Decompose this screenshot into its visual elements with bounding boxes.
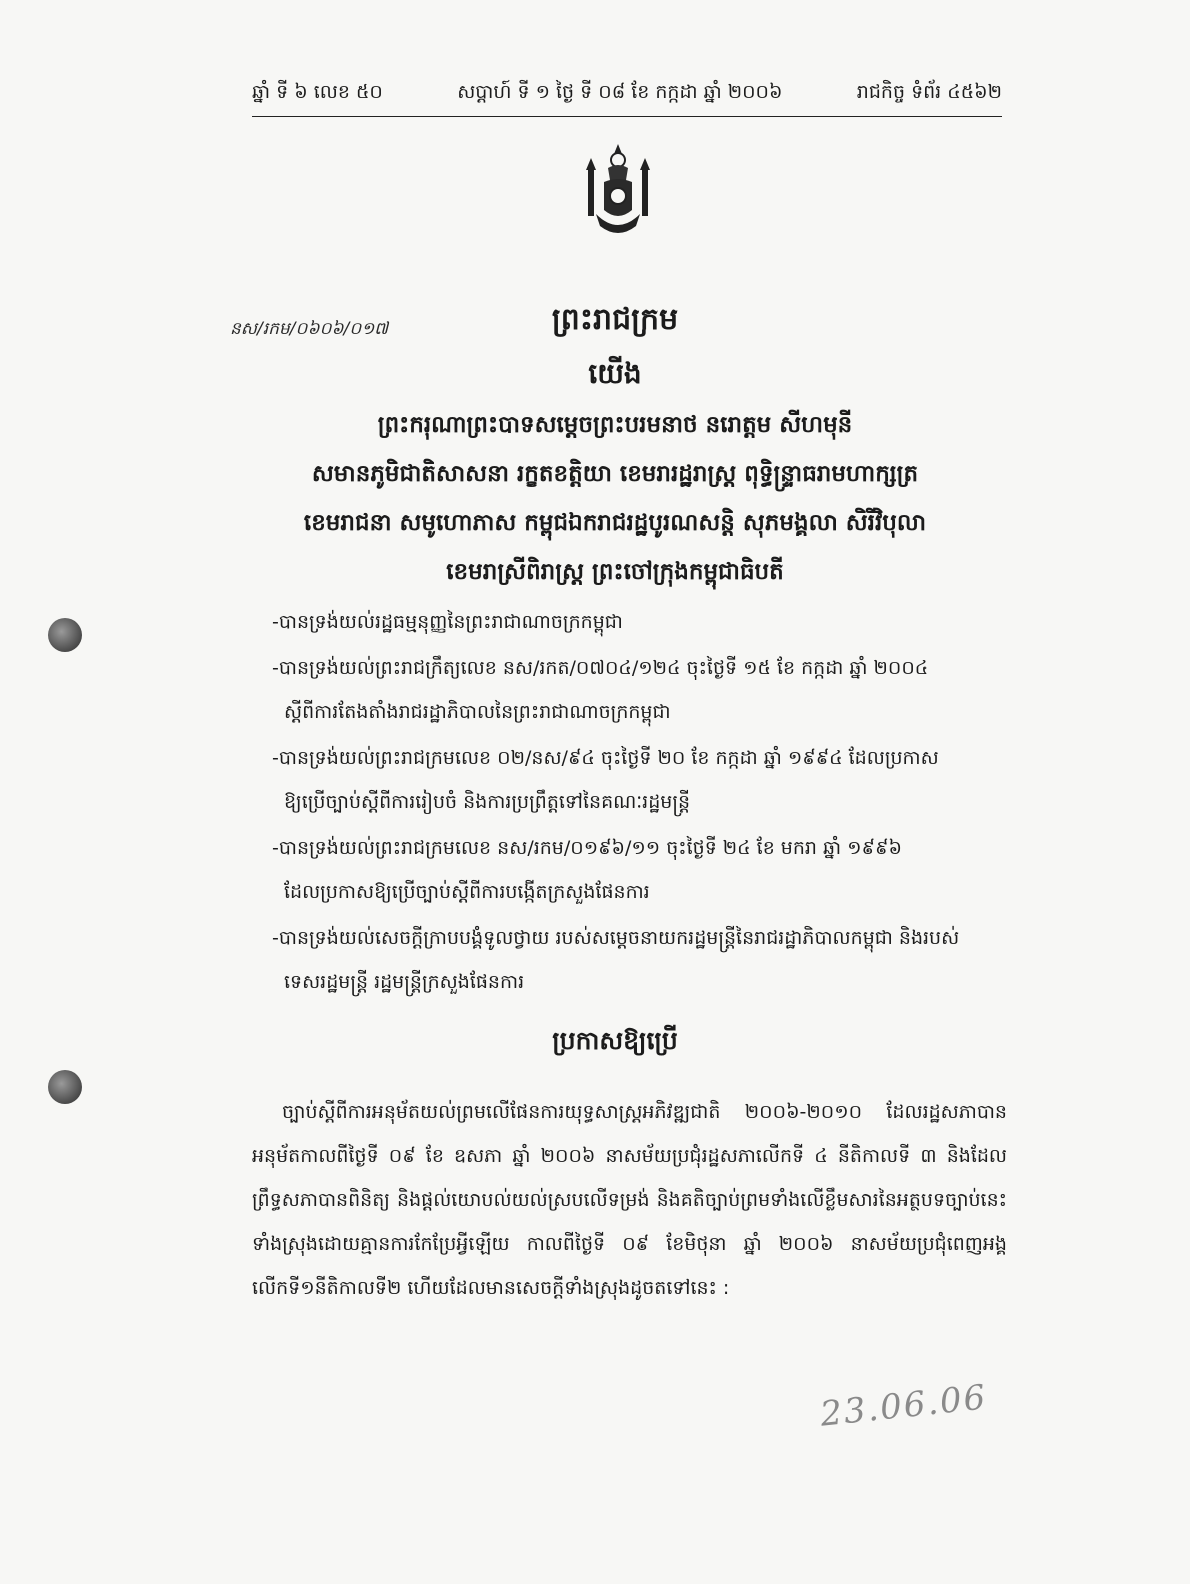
reference-line: -បានទ្រង់យល់ព្រះរាជក្រមលេខ នស/រកម/០១៩៦/១១ ចុះថ្ងៃទី ២៤ ខែ មករា ឆ្នាំ ១៩៩៦ [272,837,902,859]
royal-title-line: សមានភូមិជាតិសាសនា រក្ខតខត្តិយា ខេមរារដ្ឋរាស្ត្រ ពុទ្ធិន្ទ្រាធរាមហាក្សត្រ [311,460,919,487]
reference-item [272,646,1007,734]
punch-hole [48,618,82,652]
body-paragraph [252,1090,1007,1310]
reference-continuation: ស្តីពីការតែងតាំងរាជរដ្ឋាភិបាលនៃព្រះរាជាណាចក្រកម្ពុជា [284,701,671,723]
reference-line: -បានទ្រង់យល់ព្រះរាជក្រឹត្យលេខ នស/រកត/០៧០៤/១២៤ ចុះថ្ងៃទី ១៥ ខែ កក្កដា ឆ្នាំ ២០០៤ [272,657,929,679]
royal-emblem-icon [578,140,658,240]
punch-hole [48,1070,82,1104]
promulgation-heading: ប្រកាសឱ្យប្រើ [552,1026,678,1055]
document-title: ព្រះរាជក្រម [551,302,679,337]
reference-line: -បានទ្រង់យល់រដ្ឋធម្មនុញ្ញនៃព្រះរាជាណាចក្រកម្ពុជា [272,611,623,633]
handwritten-date: 23.06.06 [818,1377,990,1435]
reference-line: -បានទ្រង់យល់សេចក្តីក្រាបបង្គំទូលថ្វាយ របស់សម្តេចនាយករដ្ឋមន្ត្រីនៃរាជរដ្ឋាភិបាលកម្ពុជា និងរបស់ [272,927,960,949]
reference-item [272,916,1007,1004]
royal-title-line: ខេមរាស្រីពិរាស្ត្រ ព្រះចៅក្រុងកម្ពុជាធិបតី [446,558,784,585]
document-subject: យើង [588,357,642,390]
reference-item [272,600,1007,644]
reference-line: -បានទ្រង់យល់ព្រះរាជក្រមលេខ ០២/នស/៩៤ ចុះថ្ងៃទី ២០ ខែ កក្កដា ឆ្នាំ ១៩៩៤ ដែលប្រកាស [272,747,939,769]
page-number: រាជកិច្ច ទំព័រ ៤៥៦២ [856,81,1002,103]
body-paragraph-text: ច្បាប់ស្តីពីការអនុម័តយល់ព្រមលើផែនការយុទ្ធសាស្ត្រអភិវឌ្ឍជាតិ ២០០៦-២០១០ ដែលរដ្ឋសភាបានអនុម័តកាលពីថ្ងៃទី ០៩ ខែ ឧសភា ឆ្នាំ ២០០៦ នាសម័យប្រជុំរដ្ឋសភាលើកទី ៤ នីតិកាលទី ៣ និងដែលព្រឹទ្ធសភាបានពិនិត្យ និងផ្តល់យោបល់យល់ស្របលើទម្រង់ និងគតិច្បាប់ព្រមទាំងលើខ្លឹមសារនៃអត្ថបទច្បាប់នេះទាំងស្រុងដោយគ្មានការកែប្រែអ្វីឡើយ កាលពីថ្ងៃទី ០៩ ខែមិថុនា ឆ្នាំ ២០០៦ នាសម័យប្រជុំពេញអង្គលើកទី១នីតិកាលទី២ ហើយដែលមានសេចក្តីទាំងស្រុងដូចតទៅនេះ : [252,1101,1007,1299]
royal-title-line: ព្រះករុណាព្រះបាទសម្តេចព្រះបរមនាថ នរោត្តម សីហមុនី [377,411,853,438]
decree-reference-number: នស/រកម/០៦០៦/០១៧ [230,319,389,339]
reference-continuation: ទេសរដ្ឋមន្ត្រី រដ្ឋមន្ត្រីក្រសួងផែនការ [284,971,525,993]
issue-number: ឆ្នាំ ទី ៦ លេខ ៥០ [252,81,383,103]
royal-titles [200,400,1030,596]
page-header [252,80,1002,117]
issue-date: សប្តាហ៍ ទី ១ ថ្ងៃ ទី ០៨ ខែ កក្កដា ឆ្នាំ ២០០៦ [457,81,783,103]
reference-continuation: ដែលប្រកាសឱ្យប្រើច្បាប់ស្តីពីការបង្កើតក្រសួងផែនការ [284,881,650,903]
legal-references [272,600,1007,1006]
reference-item [272,736,1007,824]
royal-title-line: ខេមរាជនា សមូហោភាស កម្ពុជឯករាជរដ្ឋបូរណសន្តិ សុភមង្គលា សិរីវិបុលា [303,509,927,536]
reference-item [272,826,1007,914]
reference-continuation: ឱ្យប្រើច្បាប់ស្តីពីការរៀបចំ និងការប្រព្រឹត្តទៅនៃគណៈរដ្ឋមន្ត្រី [284,791,691,813]
